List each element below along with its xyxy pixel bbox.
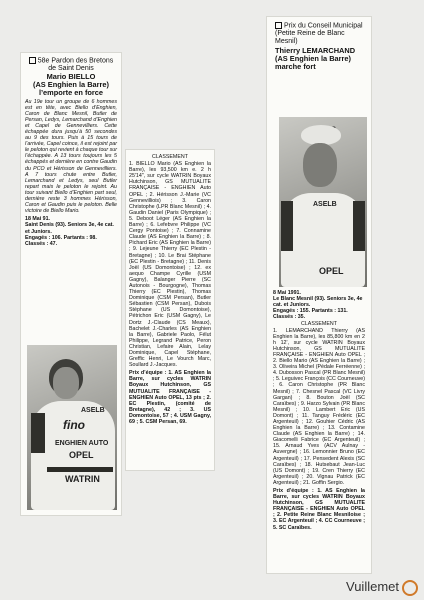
watermark-text: Vuillemet [346, 579, 399, 595]
middle-heading: CLASSEMENT [152, 154, 188, 160]
left-rider-team: (AS Enghien la Barre) [33, 79, 109, 89]
jersey-logo-aselb: ASELB [313, 201, 337, 208]
jersey-logo-opel: OPEL [69, 450, 94, 460]
right-rider-name: Thierry LEMARCHAND [275, 46, 356, 56]
right-classement-heading: CLASSEMENT [301, 321, 337, 328]
bullet-icon [275, 22, 282, 29]
left-engages: Engagés : 106. Partants : 98. Classés : 47. [25, 234, 97, 247]
right-prix-equipe: Prix d’équipe : 1. AS Enghien la Barre, sur cycles WATRIN Boyaux Hutchinson, GS MUTUALITE FRANÇAISE - ENGHIEN Auto OPEL ; 2. Petite Reine Blanc Mesniloise ; 3. EC Argenteuil ; 4. CC Courneuve ; 5. SC Caraïbes. [273, 488, 365, 531]
right-rider-team: (AS Enghien la Barre) [275, 54, 351, 64]
left-clipping [21, 53, 121, 515]
right-rider-photo [279, 117, 367, 287]
jersey-sleeve-right [353, 201, 365, 251]
right-classement: 1. LEMARCHAND Thierry (AS Enghien la Barre), les 85,800 km en 2 h 12', sur cycle WATRIN Boyaux Hutchinson, GS MUTUALITE FRANÇAISE - ENGHIEN Auto OPEL ; 2. Biello Mario (AS Enghien la Barre) ; 3. Oliveira Michel (Pédale Ferréenne) ; 4. Dubosson Pascal (PR Blanc Mesnil) ; 5. Leguivec François (CC Courneuve) ; 6. Caron Christophe (PR Blanc Mesnil) ; 7. Chesnel Pascal (VC Livry Gargan) ; 8. Bouton Joël (SC Caraïbes) ; 9. Harzo Sylvain (PR Blanc Mesnil) ; 10. Lambert Eric (US Domont) ; 11. Tanguy Frédéric (EC Argenteuil) ; 12. Gouhier Cédric (AS Enghien la Barre) ; 13. Contamine Claude (AS Enghien la Barre) ; 14. Giacomelli Fabrice (EC Argenteuil) ; 15. Arnaud Yves (ACV Aulnay - Auvergne) ; 16. Lemonnier Bruno (EC Argenteuil) ; 17. Pensedent Alexis (SC Caraïbes) ; 18. Hutsebaut Jean-Luc (US Domont) ; 19. Cren Thierry (EC Argenteuil) ; 20. Vignau Patrick (EC Argenteuil) ; 21. Goffin Sergio. [273, 327, 365, 486]
jersey-logo-fino: fino [63, 418, 85, 432]
right-heading: Prix du Conseil Municipal (Petite Reine de Blanc Mesnil) [275, 22, 363, 45]
jersey-sleeve-left [281, 201, 293, 251]
bullet-icon [29, 57, 36, 64]
rider-face [53, 367, 79, 399]
vuillemet-logo-icon [402, 580, 418, 596]
jersey-sleeve-left [31, 413, 45, 453]
right-race-info: Le Blanc Mesnil (93). Seniors 3e, 4e cat. et Juniors. [273, 296, 363, 309]
left-rider-name: Mario BIELLO [46, 71, 96, 81]
right-engages: Engagés : 155. Partants : 131. Classés : 35. [273, 308, 348, 321]
jersey-logo-enghien-auto: ENGHIEN AUTO [55, 440, 109, 447]
left-article-body: Au 19e tour un groupe de 6 hommes est en tête, avec Biello d’Enghien, Caron de Blanc Mesnil, Butler de Persan, Ledys, Lemarchand d’Enghien et Capel de Gennevilliers. Cette échappée dura jusqu’à 50 secondes au 9 des tours. Puis à 15 tours de l’arrivée, Capel coince, il est rejoint par le peloton qui revient à chaque tour sur l’échappée. A 13 tours toujours les 5 échappés et dernière en contre Gaudin du PCO et Hérisson de Gennevilliers. A 7 tours chute entre Butler, Lemarchand et Ledys, seul Butler repart mais le peloton le rejoint. Au tour suivant Biello d’Enghien part seul, dernière reste 3 hommes Hérisson, Caron et Gaudin puis le peloton. Belle victoire de Biello Mario. [25, 98, 117, 215]
watermark [346, 579, 418, 596]
rider-hair [301, 125, 341, 145]
left-date: 18 Mai 91. [25, 216, 51, 223]
middle-clipping [126, 150, 214, 470]
left-heading: 58e Pardon des Bretons de Saint Denis [25, 57, 117, 73]
middle-classement: 1. BIELLO Mario (AS Enghien la Barre), les 93,500 km e. 2 h 25'14", sur cycle WATRIN Boyaux Hutchinson, GS MUTUALITE FRANÇAISE - ENGHIEN Auto OPEL ; 2. Hérisson J.-Marie (VC Gennevilliois) ; 3. Caron Christophe (LPR Blanc Mesnil) ; 4. Gaudin Daniel (Paris Olympique) ; 5. Deboot Léger (AS Enghien la Barre) ; 6. Lefebvre Philippe (VC Cergy Pontoise) ; 7. Connamine Claude (AS Enghien la Barre) ; 8. Pichard Eric (AS Enghien la Barre) ; 9. Lejeune Thierry (EC Plestin - Bretagne) ; 10. Le Brai Stéphane (EC Plestin - Bretagne) ; 11. Denis Joël (US Domontoise) ; 12. ex aequo Champe Cyrille (USM Gagny), Balanger Pierre (SC Autonois - Bourgogne), Thomas Thierry (EC Plestin), Thomas Dominique (CSM Persan), Butler Sébastien (CSM Persan), Dubois Stéphane (US Domontoise), Pétrichon Eric (USM Gagny), Le Dortz J.-Claude (CS Meaux), Bachelet J.-Charles (AS Enghien la Barre), Gabriele Paolo, Félut Philippe, Legrand Patrice, Peron Christian, Lefaire Alain, Lelay Dominique, Capel Stéphane, Greffic Henri, Le Vourch Marc, Soullard J.-Jacques. [129, 161, 211, 369]
rider-face [303, 143, 337, 187]
jersey-logo-aselb: ASELB [81, 407, 105, 414]
middle-prix-equipe: Prix d’équipe : 1. AS Enghien la Barre, sur cycles WATRIN Boyaux Hutchinson, GS MUTUALITE FRANÇAISE - ENGHIEN Auto OPEL, 13 pts ; 2. EC Plestin, (comité de Bretagne), 42 ; 3. US Domontoise, 57 ; 4. USM Gagny, 69 ; 5. CSM Persan, 69. [129, 370, 211, 426]
left-subtitle: l’emporte en force [38, 87, 104, 97]
left-rider-photo [27, 345, 117, 510]
right-subtitle: marche fort [275, 62, 316, 72]
jersey-logo-opel: OPEL [319, 266, 344, 276]
left-race-info: Saint Denis (93). Seniors 3e, 4e cat. et Juniors. [25, 222, 114, 235]
jersey-stripe [47, 467, 113, 472]
right-clipping [267, 17, 371, 573]
right-date: 8 Mai 1991. [273, 290, 301, 296]
jersey-logo-watrin: WATRIN [65, 474, 100, 484]
